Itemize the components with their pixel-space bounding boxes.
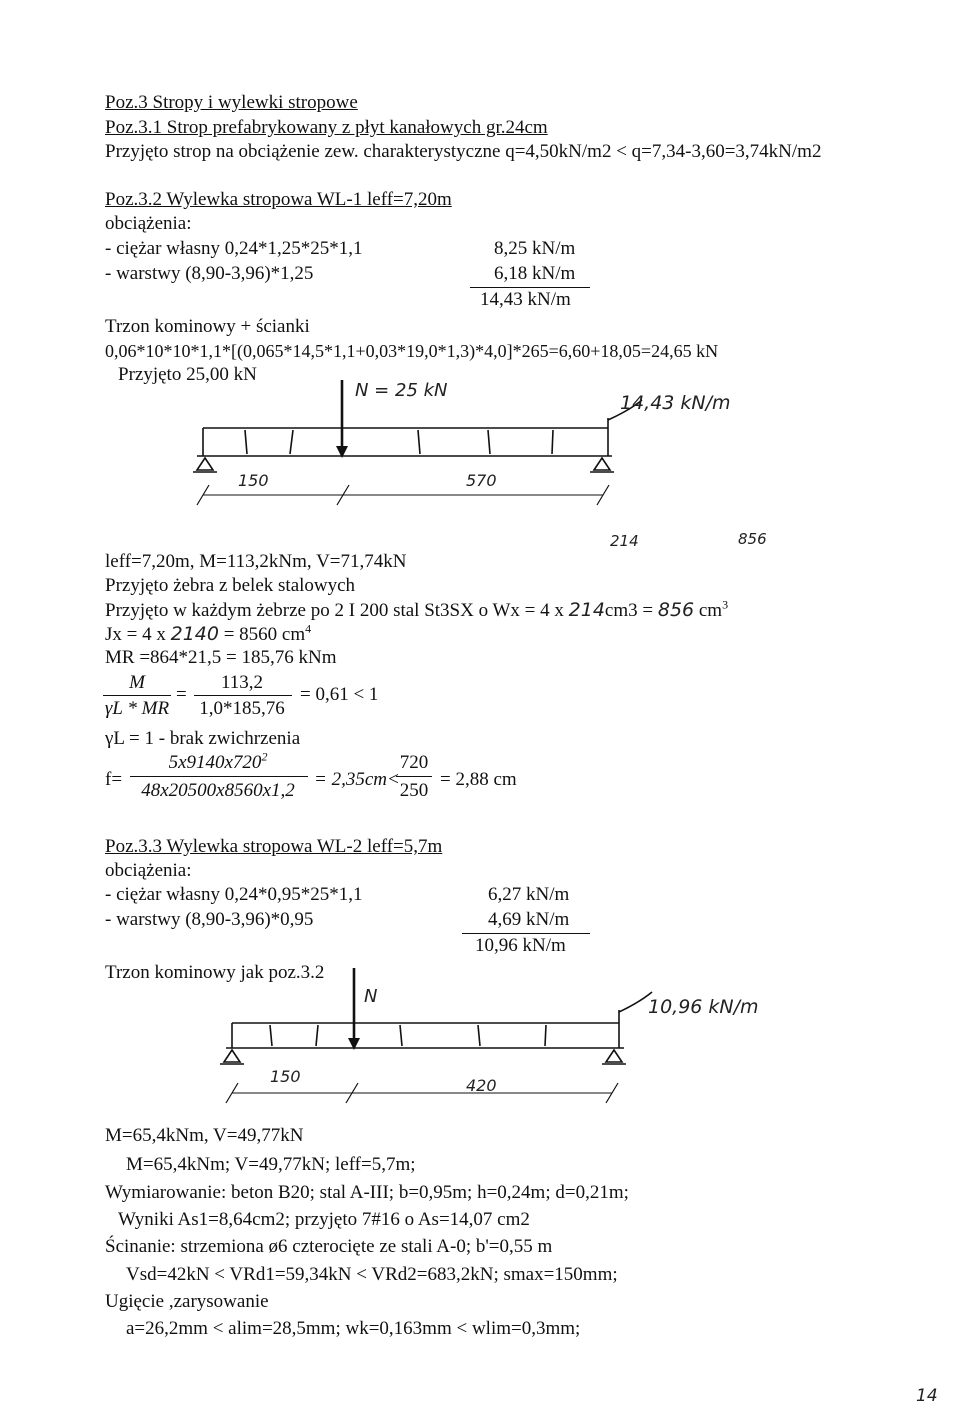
wl1-title: Poz.3.2 Wylewka stropowa WL-1 leff=7,20m (105, 189, 452, 210)
wl1-dim-left: 150 (238, 471, 269, 490)
wl1-jx-hw: 2140 (170, 623, 219, 645)
wl1-force-label: N = 25 kN (355, 380, 448, 401)
wl1-gamma-line: γL = 1 - brak zwichrzenia (105, 728, 301, 749)
wl1-ratio-den2: 1,0*185,76 (199, 698, 285, 719)
wl1-deflection-den2: 250 (399, 780, 429, 801)
wl2-results: Wyniki As1=8,64cm2; przyjęto 7#16 o As=14,07 cm2 (118, 1209, 530, 1230)
wl2-load2-value: 4,69 kN/m (488, 909, 570, 930)
wl2-dim-left: 150 (270, 1067, 301, 1086)
wl1-ratio-result: = 0,61 < 1 (300, 684, 379, 705)
wl1-chimney-adopted: Przyjęto 25,00 kN (118, 364, 257, 385)
wl1-deflection-num2: 720 (399, 752, 429, 773)
wl2-result1: M=65,4kNm, V=49,77kN (105, 1125, 304, 1146)
wl2-load2-label: - warstwy (8,90-3,96)*0,95 (105, 909, 314, 930)
wl2-result2: M=65,4kNm; V=49,77kN; leff=5,7m; (126, 1154, 416, 1175)
wl1-jx-sup: 4 (305, 621, 312, 636)
wl1-ribs-each-hw1: 214 (568, 599, 605, 621)
wl1-ribs-text: Przyjęto żebra z belek stalowych (105, 575, 356, 596)
wl1-ratio-num2: 113,2 (220, 672, 264, 693)
wl1-total: 14,43 kN/m (480, 289, 571, 310)
wl2-load1-label: - ciężar własny 0,24*0,95*25*1,1 (105, 884, 363, 905)
section-title: Poz.3 Stropy i wylewki stropowe (105, 92, 358, 113)
wl1-load-label: 14,43 kN/m (620, 392, 731, 414)
wl2-chimney-label: Trzon kominowy jak poz.3.2 (105, 962, 325, 983)
wl2-loads-label: obciążenia: (105, 860, 192, 881)
wl1-note-214: 214 (610, 532, 639, 550)
wl1-note-856: 856 (738, 530, 767, 548)
wl1-ribs-each-b: cm3 = (604, 600, 658, 621)
wl2-deflection-label: Ugięcie ,zarysowanie (105, 1291, 269, 1312)
wl1-loads-label: obciążenia: (105, 213, 192, 234)
wl2-load-label: 10,96 kN/m (648, 996, 759, 1018)
wl1-jx-a: Jx = 4 x (105, 624, 171, 645)
subsection-text-3-1: Przyjęto strop na obciążenie zew. charakterystyczne q=4,50kN/m2 < q=7,34-3,60=3,74kN/m2 (105, 141, 822, 162)
wl1-ratio-eq: = (176, 684, 187, 705)
wl1-ribs-each-a: Przyjęto w każdym żebrze po 2 I 200 stal St3SX o Wx = 4 x (105, 600, 569, 621)
wl1-result-line: leff=7,20m, M=113,2kNm, V=71,74kN (105, 551, 407, 572)
wl2-total: 10,96 kN/m (475, 935, 566, 956)
wl2-shear: Ścinanie: strzemiona ø6 czterocięte ze stali A-0; b'=0,55 m (105, 1236, 553, 1257)
wl1-deflection-den: 48x20500x8560x1,2 (141, 780, 295, 801)
wl1-load1-value: 8,25 kN/m (494, 238, 576, 259)
wl1-ribs-each-sup: 3 (722, 597, 729, 612)
wl1-ribs-each-hw2: 856 (657, 599, 695, 621)
wl2-vsd: Vsd=42kN < VRd1=59,34kN < VRd2=683,2kN; smax=150mm; (126, 1264, 618, 1285)
wl1-dim-right: 570 (466, 471, 497, 490)
wl1-chimney-label: Trzon kominowy + ścianki (105, 316, 310, 337)
wl1-mr-line: MR =864*21,5 = 185,76 kNm (105, 647, 337, 668)
wl1-deflection-num-sup: 2 (261, 749, 268, 764)
wl2-load1-value: 6,27 kN/m (488, 884, 570, 905)
wl1-ratio-num: M (129, 672, 145, 693)
wl1-chimney-formula: 0,06*10*10*1,1*[(0,065*14,5*1,1+0,03*19,0*1,3)*4,0]*265=6,60+18,05=24,65 kN (105, 341, 719, 361)
subsection-title-3-1: Poz.3.1 Strop prefabrykowany z płyt kanałowych gr.24cm (105, 117, 548, 138)
wl1-load1-label: - ciężar własny 0,24*1,25*25*1,1 (105, 238, 363, 259)
page-number: 14 (916, 1386, 938, 1406)
wl2-force-label: N (364, 986, 378, 1007)
wl1-ribs-each-c: cm (694, 600, 723, 621)
wl2-design: Wymiarowanie: beton B20; stal A-III; b=0,95m; h=0,24m; d=0,21m; (105, 1182, 629, 1203)
wl1-load2-label: - warstwy (8,90-3,96)*1,25 (105, 263, 314, 284)
wl1-jx-b: = 8560 cm (218, 624, 306, 645)
wl1-ratio-den: γL * MR (104, 698, 170, 719)
wl2-title: Poz.3.3 Wylewka stropowa WL-2 leff=5,7m (105, 836, 443, 857)
wl1-deflection-result: = 2,88 cm (440, 769, 517, 790)
wl2-deflection-values: a=26,2mm < alim=28,5mm; wk=0,163mm < wlim=0,3mm; (126, 1318, 581, 1339)
wl1-deflection-mid: = 2,35cm< (314, 769, 400, 790)
wl2-dim-right: 420 (466, 1076, 497, 1095)
wl1-load2-value: 6,18 kN/m (494, 263, 576, 284)
wl1-deflection-num-text: 5x9140x720 (168, 752, 262, 773)
wl1-deflection-prefix: f= (105, 769, 123, 790)
